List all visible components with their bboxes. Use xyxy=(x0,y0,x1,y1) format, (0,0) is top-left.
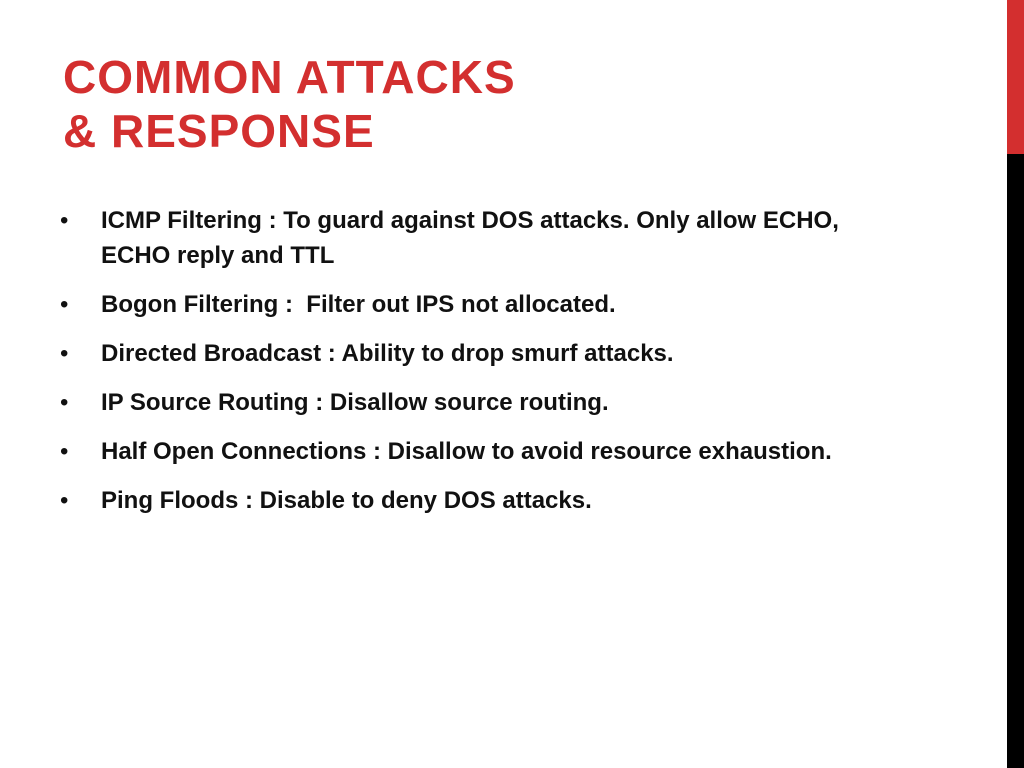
bullet-icon: • xyxy=(60,487,69,514)
bullet-icon: • xyxy=(60,340,69,367)
bullet-item-ping-floods xyxy=(60,483,890,518)
bullet-item-icmp-filtering xyxy=(60,203,890,273)
side-bar xyxy=(1007,0,1024,768)
bullet-text: Half Open Connections : Disallow to avoid resource exhaustion. xyxy=(101,438,832,465)
bullet-text: Ping Floods : Disable to deny DOS attacks. xyxy=(101,487,592,514)
title-line-1: COMMON ATTACKS xyxy=(63,51,516,103)
bullet-text: Directed Broadcast : Ability to drop smurf attacks. xyxy=(101,340,674,367)
bullet-item-directed-broadcast xyxy=(60,336,890,371)
side-bar-accent xyxy=(1007,0,1024,154)
bullet-item-bogon-filtering xyxy=(60,287,890,322)
bullet-item-ip-source-routing xyxy=(60,385,890,420)
bullet-text: IP Source Routing : Disallow source routing. xyxy=(101,389,609,416)
bullet-text: Bogon Filtering : Filter out IPS not allocated. xyxy=(101,291,616,318)
bullet-item-half-open-connections xyxy=(60,434,890,469)
bullet-list xyxy=(60,203,890,532)
bullet-icon: • xyxy=(60,389,69,416)
slide-title xyxy=(63,50,516,158)
bullet-text: ICMP Filtering : To guard against DOS attacks. Only allow ECHO, ECHO reply and TTL xyxy=(101,207,839,269)
bullet-icon: • xyxy=(60,438,69,465)
bullet-icon: • xyxy=(60,291,69,318)
title-line-2: & RESPONSE xyxy=(63,105,375,157)
bullet-icon: • xyxy=(60,207,69,234)
